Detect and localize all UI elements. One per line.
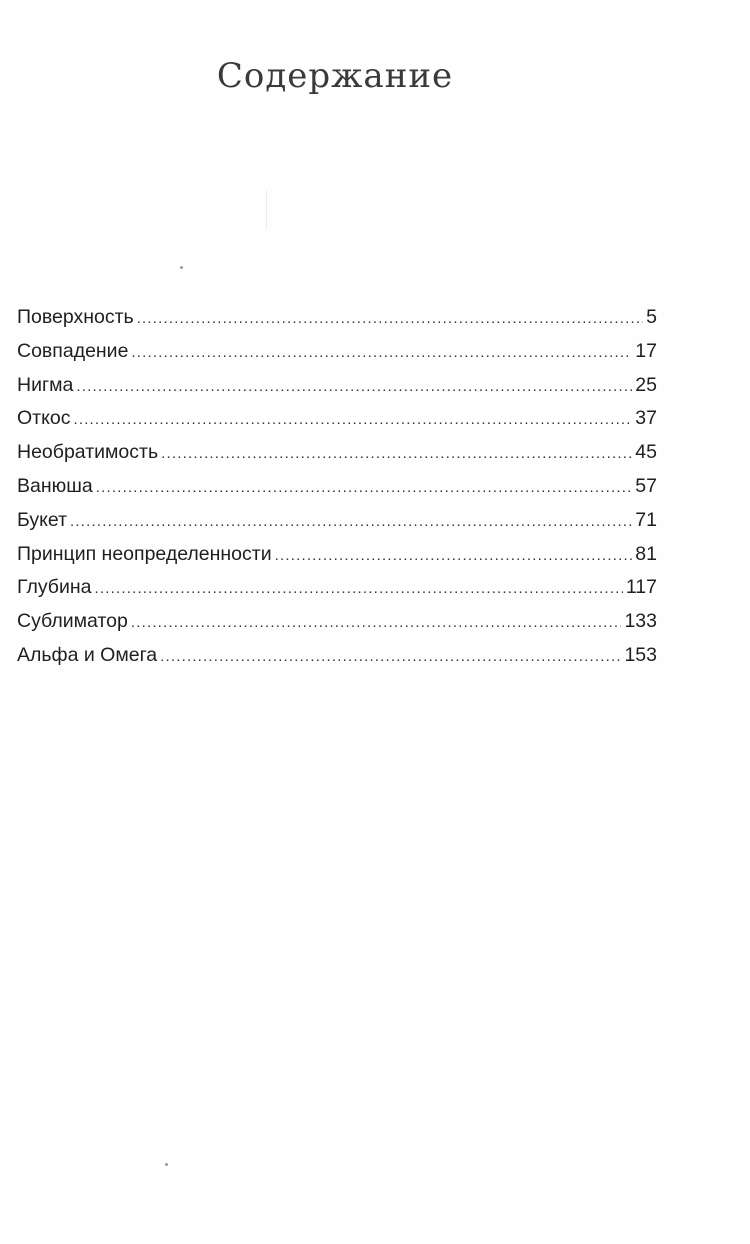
table-of-contents [17,306,657,678]
toc-entry-page: 133 [624,610,657,633]
dot-leader [95,580,623,597]
toc-entry-page: 17 [635,339,657,362]
toc-entry-title: Откос [17,407,71,430]
toc-entry [17,340,657,374]
toc-entry [17,543,657,577]
paper-speck [180,266,183,269]
dot-leader [137,310,643,327]
toc-entry-title: Сублиматор [17,610,128,633]
toc-entry-page: 5 [646,306,657,328]
toc-entry-title: Нигма [17,373,74,396]
toc-entry [17,509,657,543]
toc-entry-title: Ванюша [17,474,93,497]
toc-entry [17,407,657,441]
toc-entry-page: 81 [635,542,657,565]
toc-entry-title: Альфа и Омега [17,643,158,666]
toc-entry [17,441,657,475]
dot-leader [131,344,632,361]
toc-entry-title: Совпадение [17,339,129,362]
page-crease [266,190,267,230]
toc-entry-page: 117 [625,576,657,599]
toc-entry [17,576,657,610]
toc-entry-page: 37 [635,407,657,430]
toc-entry-title: Необратимость [17,441,159,464]
dot-leader [96,479,633,496]
toc-entry-page: 153 [624,643,657,666]
toc-entry [17,306,657,340]
dot-leader [275,547,633,564]
toc-entry [17,374,657,408]
toc-entry-page: 45 [635,441,657,464]
toc-entry-title: Поверхность [17,306,134,328]
dot-leader [160,648,621,665]
dot-leader [131,614,622,631]
dot-leader [161,445,632,462]
toc-entry-title: Глубина [17,576,92,599]
toc-entry-page: 57 [635,474,657,497]
toc-entry-title: Букет [17,508,67,531]
toc-entry-title: Принцип неопределенности [17,542,272,565]
page-title: Содержание [216,56,454,96]
dot-leader [70,513,632,530]
dot-leader [73,411,632,428]
toc-entry [17,610,657,644]
toc-entry-page: 25 [635,373,657,396]
paper-speck [165,1163,168,1166]
dot-leader [76,378,632,395]
toc-entry-page: 71 [635,508,657,531]
toc-entry [17,475,657,509]
toc-entry [17,644,657,678]
